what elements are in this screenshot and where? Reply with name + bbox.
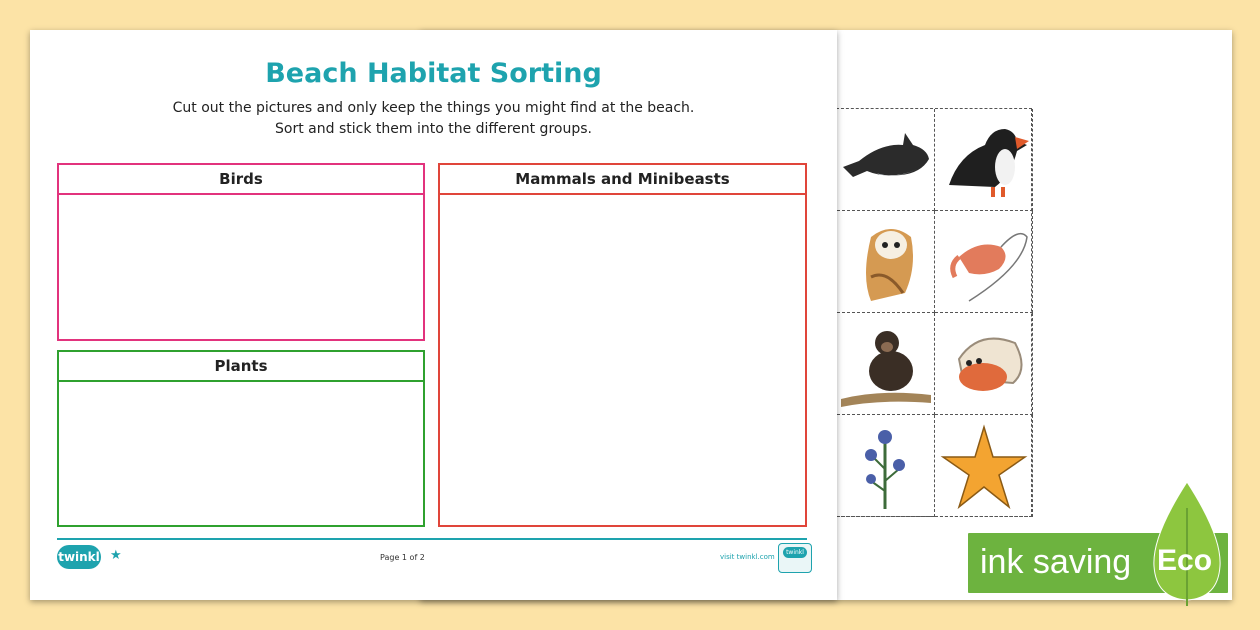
dolphin-icon: [841, 115, 931, 205]
cutout-sea-holly[interactable]: [837, 415, 935, 517]
quality-badge: [778, 543, 812, 573]
starfish-icon: [939, 421, 1029, 511]
sea-holly-icon: [841, 421, 931, 511]
footer-divider: [57, 538, 807, 540]
eco-label: Eco: [1157, 544, 1213, 577]
prawn-icon: [939, 217, 1029, 307]
star-icon: ★: [110, 548, 122, 563]
mammals-box[interactable]: [438, 163, 807, 527]
chimpanzee-icon: [841, 319, 931, 409]
cutout-barn-owl[interactable]: [837, 211, 935, 313]
owl-icon: [841, 217, 931, 307]
plants-header: Plants: [59, 352, 423, 382]
page-title: Beach Habitat Sorting: [265, 58, 602, 89]
birds-header: Birds: [59, 165, 423, 195]
hermit-crab-icon: [939, 319, 1029, 409]
instruction-line-2: Sort and stick them into the different groups.: [275, 121, 592, 137]
twinkl-logo: twinkl: [57, 545, 101, 569]
cutout-puffin[interactable]: [935, 109, 1033, 211]
cutout-chimpanzee[interactable]: [837, 313, 935, 415]
cutout-hermit-crab[interactable]: [935, 313, 1033, 415]
page-number: Page 1 of 2: [380, 553, 425, 562]
cutout-dolphin[interactable]: [837, 109, 935, 211]
puffin-icon: [939, 115, 1029, 205]
cutout-starfish[interactable]: [935, 415, 1033, 517]
instruction-line-1: Cut out the pictures and only keep the things you might find at the beach.: [172, 100, 695, 116]
plants-box[interactable]: [57, 350, 425, 527]
badge-label: twinkl: [783, 547, 807, 558]
visit-link[interactable]: visit twinkl.com: [720, 553, 775, 561]
ink-saving-label: ink saving: [980, 543, 1132, 581]
eco-drop-icon: [1150, 480, 1224, 606]
cutout-prawn[interactable]: [935, 211, 1033, 313]
mammals-header: Mammals and Minibeasts: [440, 165, 805, 195]
birds-box[interactable]: [57, 163, 425, 341]
cutout-grid: [836, 108, 1032, 517]
